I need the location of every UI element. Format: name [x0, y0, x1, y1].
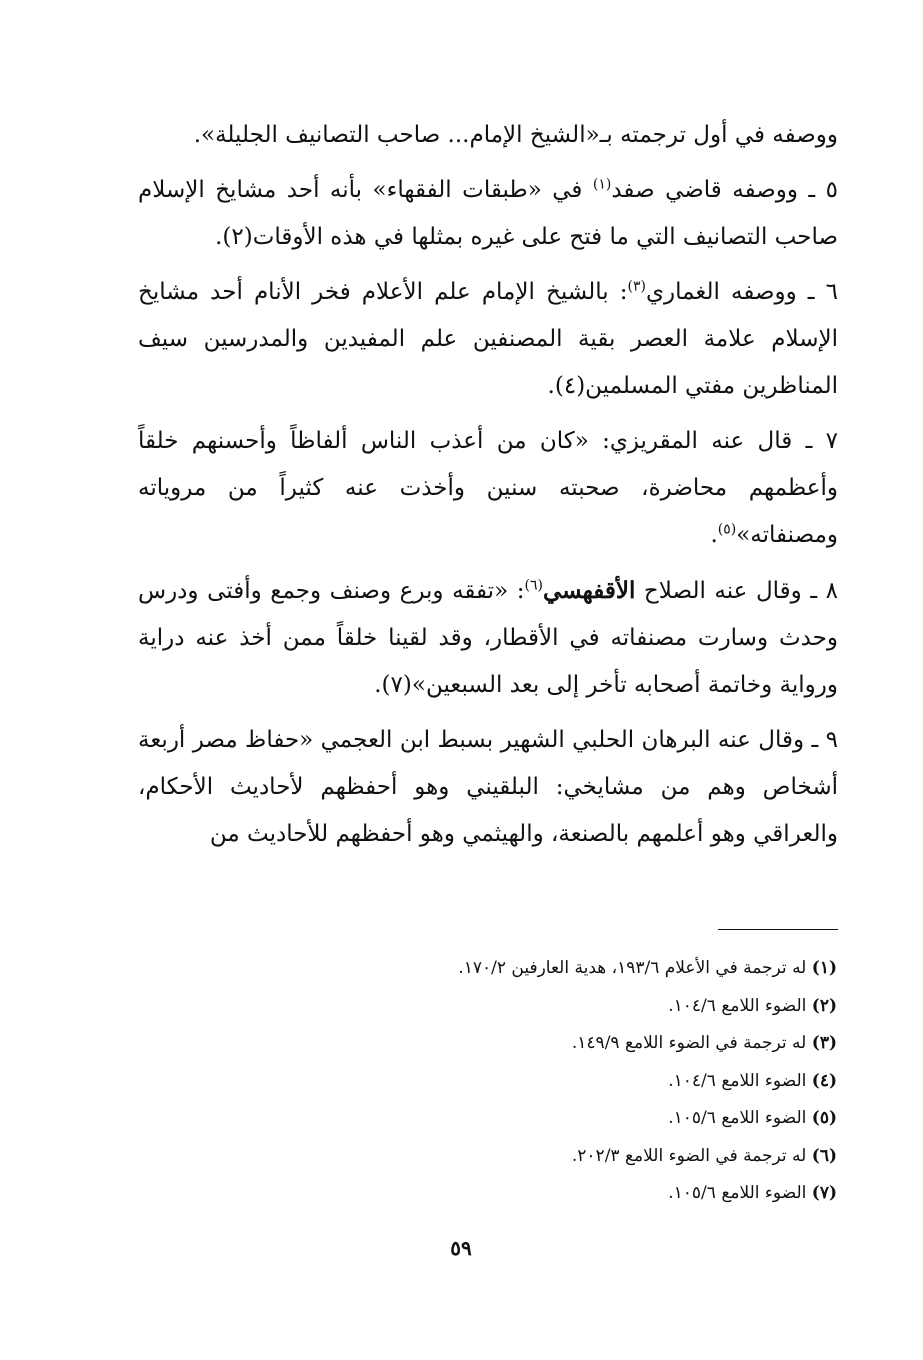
footnote-2 [277, 988, 837, 1026]
footnote-number: (١) [811, 958, 837, 978]
footnote-text: الضوء اللامع ١٠٤/٦. [668, 995, 807, 1016]
paragraph-text: قال عنه المقريزي: «كان من أعذب الناس ألفاظاً وأحسنهم خلقاً وأعظمهم محاضرة، صحبته سنين وأخذت عنه كثيراً من مروياته ومصنفاته» [138, 428, 838, 548]
footnote-5 [277, 1100, 837, 1138]
footnote-text: الضوء اللامع ١٠٥/٦. [668, 1108, 807, 1128]
footnote-text: له ترجمة في الضوء اللامع ١٤٩/٩. [571, 1033, 807, 1053]
footnote-ref: (٦) [524, 577, 543, 594]
paragraph-text: : بالشيخ الإمام علم الأعلام فخر الأنام أحد مشايخ الإسلام علامة العصر بقية المصنفين علم المفيدين والمدرسين سيف المناظرين مفتي المسلمين(٤). [138, 279, 838, 399]
footnote-7 [277, 1175, 837, 1213]
item-number: ٥ ـ [808, 177, 838, 203]
footnotes [277, 950, 837, 1213]
footnote-number: (٤) [811, 1070, 837, 1091]
footnote-text: الضوء اللامع ١٠٥/٦. [668, 1183, 807, 1203]
paragraph-text: وقال عنه البرهان الحلبي الشهير بسبط ابن العجمي «حفاظ مصر أربعة أشخاص وهم من مشايخي: البلقيني وهو أحفظهم لأحاديث الأحكام، والعراقي وهو أعلمهم بالصنعة، والهيثمي وهو أحفظهم للأحاديث من [138, 727, 838, 847]
footnote-1 [277, 950, 837, 988]
paragraph-text: ووصفه في أول ترجمته بـ«الشيخ الإمام... صاحب التصانيف الجليلة». [193, 122, 838, 148]
footnote-number: (٣) [811, 1033, 837, 1053]
footnote-divider [718, 929, 838, 930]
item-number: ٧ ـ [805, 428, 838, 454]
footnote-number: (٧) [811, 1183, 837, 1203]
footnote-text: له ترجمة في الضوء اللامع ٢٠٢/٣. [571, 1145, 807, 1166]
paragraph-item-5 [138, 167, 838, 261]
paragraph-item-8 [138, 567, 838, 709]
main-text [138, 112, 838, 866]
footnote-number: (٦) [811, 1145, 837, 1166]
paragraph-text: ووصفه الغماري [646, 279, 797, 305]
paragraph-text: : «تفقه وبرع وصنف وجمع وأفتى ودرس وحدث وسارت مصنفاته في الأقطار، وقد لقينا خلقاً ممن أخذ عنه دراية ورواية وخاتمة أصحابه تأخر إلى بعد السبعين»(٧). [138, 578, 838, 698]
footnote-3 [277, 1025, 837, 1063]
footnote-text: له ترجمة في الأعلام ١٩٣/٦، هدية العارفين ١٧٠/٢. [458, 958, 807, 978]
paragraph-item-7 [138, 418, 838, 559]
paragraph-text: وقال عنه الصلاح [635, 578, 802, 604]
footnote-number: (٢) [811, 995, 837, 1016]
paragraph-item-9 [138, 717, 838, 858]
paragraph-text: . [710, 522, 718, 548]
footnote-6 [277, 1138, 837, 1176]
footnote-4 [277, 1063, 837, 1101]
footnote-text: الضوء اللامع ١٠٤/٦. [668, 1070, 807, 1091]
page-number: ٥٩ [450, 1236, 472, 1260]
paragraph-text: ووصفه قاضي صفد [611, 177, 798, 203]
paragraph-text: في «طبقات الفقهاء» بأنه أحد مشايخ الإسلام صاحب التصانيف التي ما فتح على غيره بمثلها في هذه الأوقات(٢). [138, 177, 838, 250]
item-number: ٩ ـ [811, 727, 838, 753]
paragraph-item-6 [138, 269, 838, 410]
footnote-ref: (١) [592, 176, 612, 193]
footnote-ref: (٥) [717, 521, 737, 538]
item-number: ٦ ـ [807, 279, 838, 305]
highlighted-name: الأقفهسي [542, 577, 636, 604]
footnote-number: (٥) [811, 1108, 837, 1128]
item-number: ٨ ـ [810, 578, 838, 604]
paragraph-continuation [138, 112, 838, 159]
footnote-ref: (٣) [627, 278, 646, 295]
